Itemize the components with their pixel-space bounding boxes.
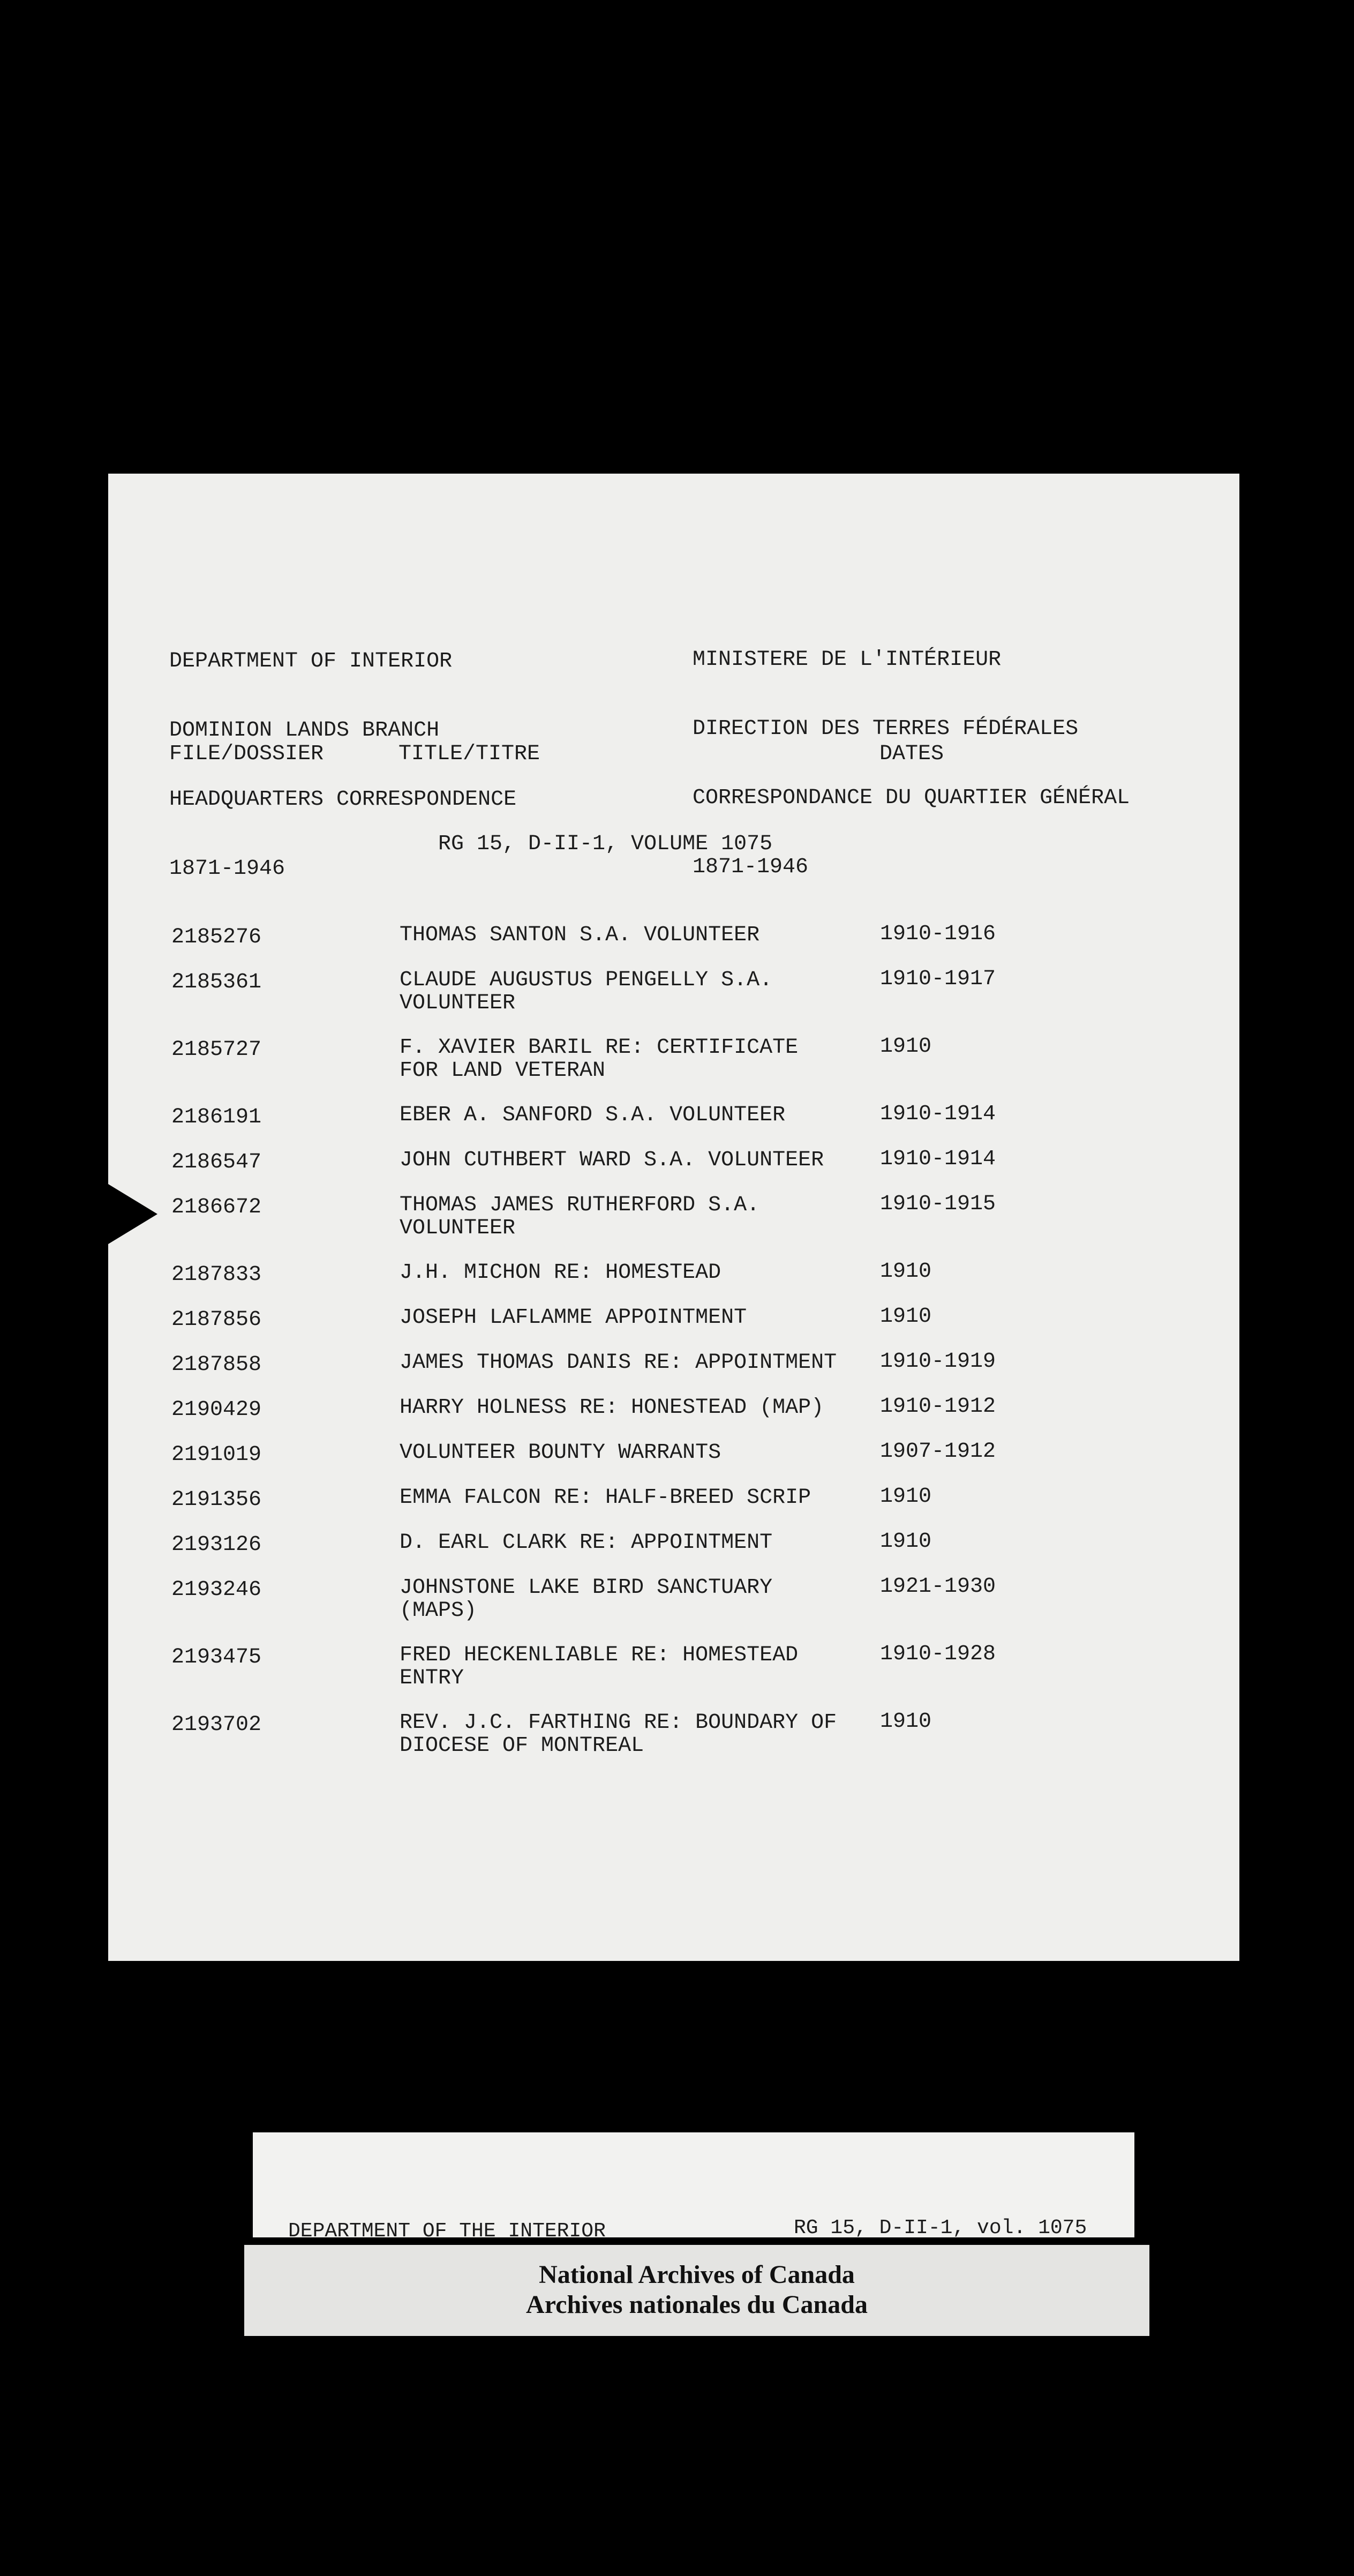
file-title [400,1194,759,1240]
column-header-file: FILE/DOSSIER [169,742,324,766]
file-title-line: FOR LAND VETERAN [400,1059,606,1083]
file-dates: 1910 [880,1485,932,1509]
file-title-line: EMMA FALCON RE: HALF-BREED SCRIP [400,1486,811,1510]
file-number: 2185276 [171,925,262,949]
file-title-line: VOLUNTEER BOUNTY WARRANTS [400,1441,721,1465]
file-title [400,1531,772,1554]
file-dates: 1910-1914 [880,1147,996,1171]
file-number: 2186672 [171,1195,262,1219]
file-title [400,1576,772,1622]
file-title [400,1261,721,1284]
file-dates: 1910 [880,1530,932,1554]
header-french-line: DIRECTION DES TERRES FÉDÉRALES [693,717,1079,741]
file-title-line: THOMAS JAMES RUTHERFORD S.A. [400,1193,760,1217]
label-department-line: DEPARTMENT OF THE INTERIOR [288,2220,606,2243]
label-reference-line: RG 15, D-II-1, vol. 1075 [794,2216,1087,2240]
file-title-line: JOHNSTONE LAKE BIRD SANCTUARY [400,1576,773,1600]
file-title-line: F. XAVIER BARIL RE: CERTIFICATE [400,1036,799,1060]
file-dates: 1910-1915 [880,1192,996,1216]
file-title [400,1351,837,1374]
file-title-line: D. EARL CLARK RE: APPOINTMENT [400,1531,773,1555]
header-english-line: DEPARTMENT OF INTERIOR [169,649,453,673]
file-title [400,1036,798,1082]
column-header-dates: DATES [879,742,944,766]
file-number: 2191019 [171,1443,262,1467]
archives-name-english: National Archives of Canada [539,2260,855,2289]
file-dates: 1910 [880,1305,932,1329]
file-title-line: VOLUNTEER [400,991,516,1015]
file-title [400,1644,798,1690]
header-english-line: 1871-1946 [169,857,285,881]
header-french-line: MINISTERE DE L'INTÉRIEUR [693,648,1002,672]
file-title-line: REV. J.C. FARTHING RE: BOUNDARY OF [400,1711,837,1735]
file-title [400,1149,824,1172]
file-title-line: FRED HECKENLIABLE RE: HOMESTEAD [400,1643,799,1667]
file-title-line: HARRY HOLNESS RE: HONESTEAD (MAP) [400,1396,824,1420]
file-number: 2193246 [171,1578,262,1602]
archives-name-french: Archives nationales du Canada [526,2290,868,2319]
file-title [400,924,759,947]
file-title-line: (MAPS) [400,1599,477,1623]
file-title-line: JAMES THOMAS DANIS RE: APPOINTMENT [400,1351,837,1375]
file-title-line: JOSEPH LAFLAMME APPOINTMENT [400,1306,747,1330]
header-french-line: 1871-1946 [693,855,809,879]
file-title-line: EBER A. SANFORD S.A. VOLUNTEER [400,1103,786,1127]
file-number: 2193126 [171,1533,262,1557]
file-title [400,1486,811,1509]
file-title [400,1711,837,1757]
file-title-line: J.H. MICHON RE: HOMESTEAD [400,1261,721,1285]
file-title-line: JOHN CUTHBERT WARD S.A. VOLUNTEER [400,1148,824,1172]
file-title-line: THOMAS SANTON S.A. VOLUNTEER [400,923,760,947]
file-title [400,1306,747,1329]
file-dates: 1910-1916 [880,922,996,946]
file-number: 2191356 [171,1488,262,1512]
header-english-line: HEADQUARTERS CORRESPONDENCE [169,788,517,812]
file-title-line: VOLUNTEER [400,1216,516,1240]
file-title [400,1104,785,1127]
file-number: 2187858 [171,1353,262,1377]
file-number: 2186547 [171,1150,262,1174]
row-pointer-arrow-icon [108,1184,157,1244]
file-number: 2187833 [171,1263,262,1287]
file-number: 2185727 [171,1038,262,1062]
file-dates: 1910 [880,1260,932,1284]
file-number: 2193702 [171,1713,262,1737]
file-title-line: CLAUDE AUGUSTUS PENGELLY S.A. [400,968,773,992]
file-number: 2193475 [171,1645,262,1669]
file-title-line: DIOCESE OF MONTREAL [400,1734,644,1758]
file-title [400,1396,824,1419]
file-number: 2185361 [171,970,262,994]
file-dates: 1910-1914 [880,1102,996,1126]
file-dates: 1910-1917 [880,967,996,991]
file-dates: 1910 [880,1035,932,1059]
column-header-title: TITLE/TITRE [398,742,540,766]
file-number: 2190429 [171,1398,262,1422]
file-dates: 1910 [880,1710,932,1734]
file-dates: 1910-1912 [880,1395,996,1419]
file-number: 2186191 [171,1105,262,1129]
file-dates: 1910-1919 [880,1350,996,1374]
volume-reference: RG 15, D-II-1, VOLUME 1075 [438,832,773,856]
file-title-line: ENTRY [400,1666,464,1690]
national-archives-banner [244,2245,1149,2336]
file-title [400,1441,721,1464]
file-number: 2187856 [171,1308,262,1332]
file-dates: 1921-1930 [880,1575,996,1599]
header-english-line: DOMINION LANDS BRANCH [169,718,440,743]
archive-label-card [253,2132,1134,2243]
header-french-line: CORRESPONDANCE DU QUARTIER GÉNÉRAL [693,786,1130,810]
file-dates: 1910-1928 [880,1642,996,1666]
file-title [400,969,772,1015]
file-dates: 1907-1912 [880,1440,996,1464]
